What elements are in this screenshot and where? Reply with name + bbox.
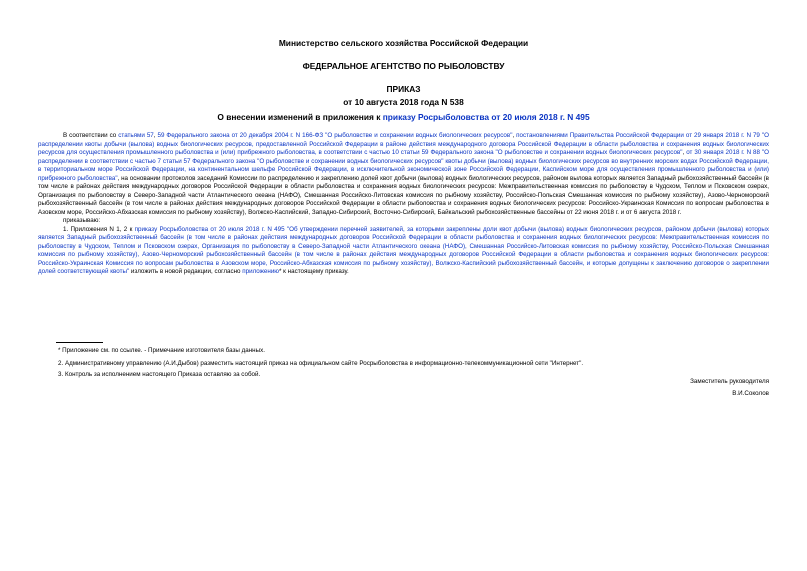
preamble-text: , на основании протоколов заседаний Комиссии по распределению и закреплению долей квот добычи (вылова) водных биологических ресурсов, районом вылова которых является Западный рыбохозяйственный бассейн (в том числе в районах действия международных договоров Российской Федерации в области рыболовства и сохранения водных биологических ресурсов: Межправительственная комиссия по рыболовству в Чудском, Теплом и Псковском озерах, Организация по рыболовству в Северо-Западной части Атлантического океана (НАФО), Смешанная Российско-Литовская комиссия по рыбному хозяйству, Российско-Польская Смешанная комиссия по рыбному хозяйству), Азово-Черноморский рыбохозяйственный бассейн (в том числе в районах действия международных договоров Российской Федерации в области рыболовства и сохранения водных биологических ресурсов: Российско-Украинская Комиссия по вопросам рыболовства в Азовском море, Российско-Абхазская комиссия по рыбному хозяйству), Волжско-Каспийский, Западно-Сибирский, Восточно-Сибирский, Байкальский рыбохозяйственные бассейны от 22 июня 2018 г. и от 6 августа 2018 г.: [38, 174, 769, 216]
preamble-text: В соответствии со: [63, 132, 119, 139]
item-1-text: * к настоящему приказу.: [279, 268, 349, 275]
signature-position: Заместитель руководителя: [690, 378, 769, 385]
preamble-text: ,: [682, 149, 687, 156]
preamble-text: ,: [512, 132, 517, 139]
agency-heading: ФЕДЕРАЛЬНОЕ АГЕНТСТВО ПО РЫБОЛОВСТВУ: [302, 61, 505, 71]
order-495-link[interactable]: приказу Росрыболовства от 20 июля 2018 г. N 495 "Об утверждении перечней заявителей, за которыми закреплены доли квот добычи (вылова) водных биологических ресурсов, районом добычи (вылова) которых является Западный рыбохозяйственный бассейн (в том числе в районах действия международных договоров Российской Федерации в области рыболовства и сохранения водных биологических ресурсов: Межправительственная комиссия по рыболовству в Чудском, Теплом и Псковском озерах, Организация по рыболовству в Северо-Западной части Атлантического океана (НАФО), Смешанная Российско-Литовская комиссия по рыбному хозяйству, Российско-Польская Смешанная комиссия по рыбному хозяйству), Азово-Черноморский рыбохозяйственный бассейн (в том числе в районах действия международных договоров Российской Федерации в области рыболовства и сохранения водных биологических ресурсов: Российско-Украинская Комиссия по вопросам рыболовства в Азовском море, Российско-Абхазская комиссия по рыбному хозяйству), Волжско-Каспийский рыбохозяйственный бассейн, и которые допущены к заключению договоров о закреплении долей соответствующей квоты": [38, 225, 769, 275]
articles-57-link[interactable]: статьями 57: [118, 132, 154, 139]
date-number-heading: от 10 августа 2018 года N 538: [343, 97, 464, 107]
subject-heading: [0, 112, 807, 122]
ministry-heading: Министерство сельского хозяйства Российской Федерации: [278, 38, 529, 48]
preamble-paragraph: [38, 132, 769, 217]
appendix-link[interactable]: приложению: [242, 268, 279, 275]
signature-name: В.И.Соколов: [732, 390, 769, 397]
government-decree-79-link[interactable]: постановлениями Правительства Российской Федерации от 29 января 2018 г. N 79 "О распределении квоты добычи (вылова) водных биологических ресурсов, предоставленной Российской Федерации в районе действия международного договора Российской Федерации в области рыболовства и сохранения водных биологических ресурсов для осуществления промышленного рыболовства и (или) прибрежного рыболовства, в соответствии с частью 10 статьи 59 Федерального закона "О рыболовстве и сохранении водных биологических ресурсов": [38, 132, 769, 156]
footnote-separator: [56, 342, 103, 343]
government-decree-88-link[interactable]: от 30 января 2018 г. N 88 "О распределении в соответствии с частью 7 статьи 57 Федерального закона "О рыболовстве и сохранении водных биологических ресурсов" квоты добычи (вылова) водных биологических ресурсов во внутренних морских водах Российской Федерации, в территориальном море Российской Федерации, на континентальном шельфе Российской Федерации, в исключительной экономической зоне Российской Федерации, Каспийском море для осуществления промышленного рыболовства и (или) прибрежного рыболовства": [38, 149, 769, 182]
document-body: [38, 132, 769, 277]
subject-prefix: О внесении изменений в приложения к: [217, 112, 383, 122]
subject-order-link[interactable]: приказу Росрыболовства от 20 июля 2018 г. N 495: [382, 112, 590, 122]
doc-type-heading: ПРИКАЗ: [386, 84, 421, 94]
federal-law-link[interactable]: 59 Федерального закона от 20 декабря 2004 г. N 166-ФЗ "О рыболовстве и сохранении водных биологических ресурсов": [157, 132, 513, 139]
item-1-text: 1. Приложения N 1, 2 к: [63, 225, 135, 233]
item-3-paragraph: 3. Контроль за исполнением настоящего Приказа оставляю за собой.: [58, 371, 261, 378]
item-2-paragraph: 2. Административному управлению (А.И.Дыбов) разместить настоящий приказ на официальном сайте Росрыболовства в информационно-телекоммуникационной сети "Интернет".: [58, 360, 584, 367]
item-1-paragraph: [38, 226, 769, 277]
order-word: приказываю:: [63, 217, 101, 224]
item-1-text: изложить в новой редакции, согласно: [129, 268, 243, 275]
footnote-note: * Приложение см. по ссылке. - Примечание изготовителя базы данных.: [58, 347, 265, 354]
preamble-text: ,: [153, 132, 158, 139]
